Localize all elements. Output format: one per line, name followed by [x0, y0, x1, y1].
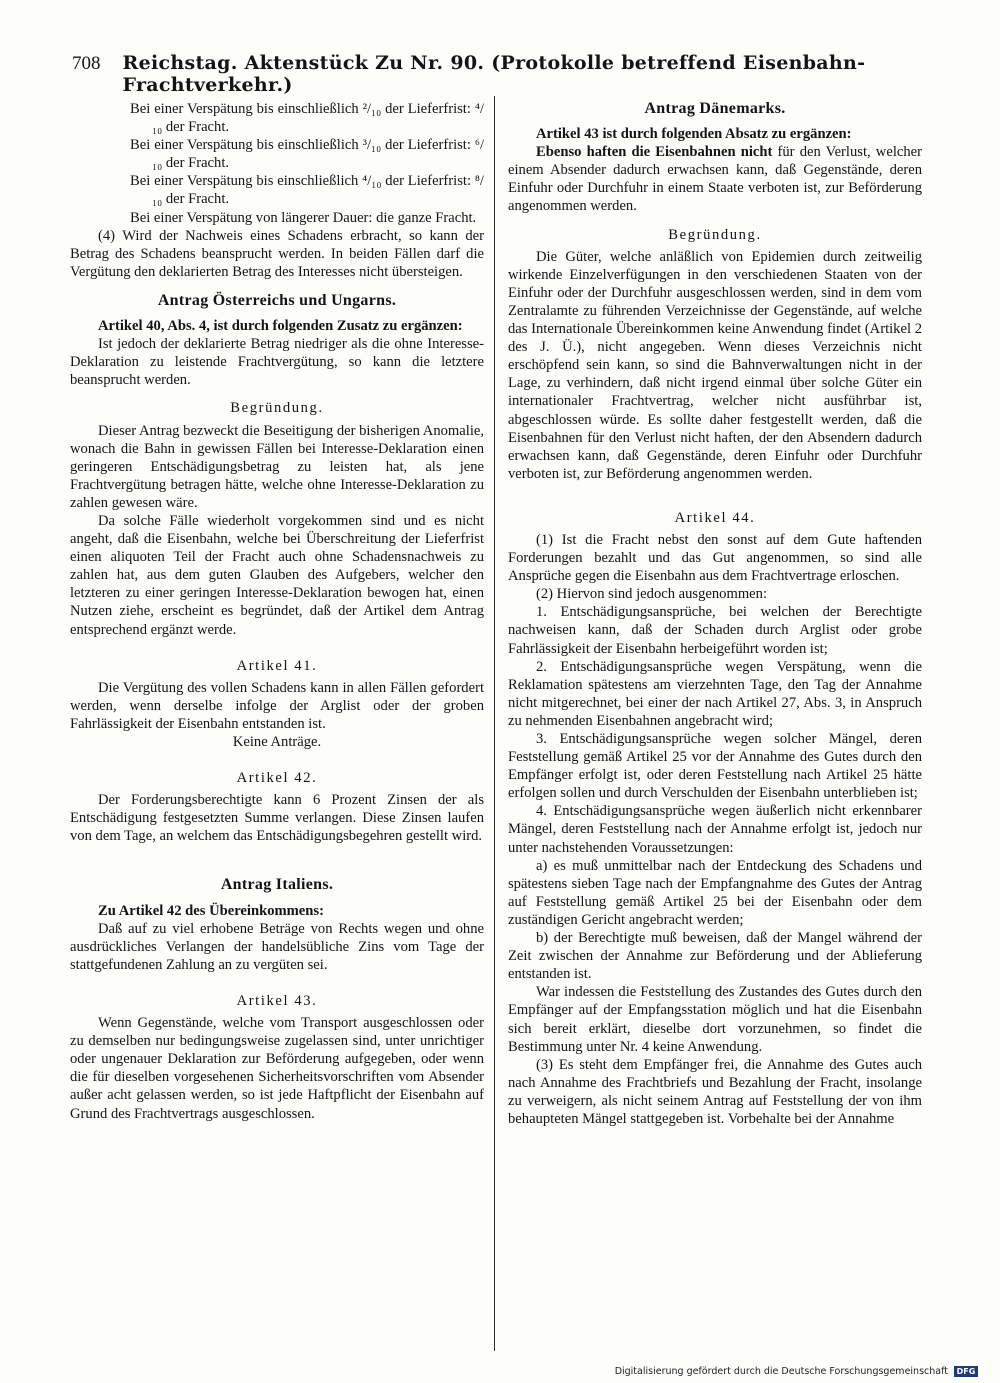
spacer — [70, 845, 484, 865]
heading-artikel-44: Artikel 44. — [674, 509, 756, 526]
exception-1: 1. Entschädigungsansprüche, bei welchen der Berechtigte nachweisen kann, daß der Schaden durch Arglist oder grobe Fahrlässigkeit der Eisenbahn herbeigeführt worden ist; — [508, 604, 922, 657]
delay-rule-3: Bei einer Verspätung bis einschließlich ⁴/₁₀ der Lieferfrist: ⁸/₁₀ der Fracht. — [130, 173, 484, 208]
denmark-amendment-text — [508, 143, 922, 215]
heading-artikel-43: Artikel 43. — [236, 992, 318, 1009]
rationale-paragraph-1: Dieser Antrag bezweckt die Beseitigung der bisherigen Anomalie, wonach die Bahn in gewissen Fällen bei Interesse-Deklaration einen geringeren Entschädigungsbetrag zu leisten hat, als jene Frachtvergütung betragen hätte, welche ohne Interesse-Deklaration zu zahlen gewesen wäre. — [70, 422, 484, 511]
denmark-amendment-instruction: Artikel 43 ist durch folgenden Absatz zu ergänzen: — [536, 126, 852, 143]
denmark-amendment-rest: für den Verlust, welcher einem Absender dadurch erwachsen kann, daß Gegenstände, deren Einfuhr oder Durchfuhr in einem Staate verboten ist, zur Beförderung angenommen werden. — [508, 144, 922, 215]
heading-artikel-41: Artikel 41. — [236, 657, 318, 674]
condition-b: b) der Berechtigte muß beweisen, daß der Mangel während der Zeit zwischen der Annahme zur Beförderung und der Ablieferung entstanden ist. — [508, 930, 922, 983]
right-column — [508, 100, 922, 1128]
amendment-text: Ist jedoch der deklarierte Betrag niedriger als die ohne Interesse-Deklaration zu leistende Frachtvergütung, so kann die letztere beansprucht werden. — [70, 336, 484, 389]
heading-antrag-oesterreich-ungarn: Antrag Österreichs und Ungarns. — [157, 291, 397, 309]
digitization-footer — [615, 1366, 978, 1377]
heading-artikel-42: Artikel 42. — [236, 770, 318, 787]
delay-rule-1: Bei einer Verspätung bis einschließlich ²/₁₀ der Lieferfrist: ⁴/₁₀ der Fracht. — [130, 101, 484, 136]
artikel-44-paragraph-3: (3) Es steht dem Empfänger frei, die Annahme des Gutes auch nach Annahme des Frachtbriefs und Bezahlung der Fracht, insolange zu verweigern, als nicht seinem Antrag auf Feststellung der von ihm behaupteten Mängel stattgegeben ist. Vorbehalte bei der Annahme — [508, 1056, 922, 1127]
heading-antrag-daenemark: Antrag Dänemarks. — [644, 100, 786, 117]
page-number: 708 — [72, 53, 101, 74]
denmark-rationale: Die Güter, welche anläßlich von Epidemien durch zeitweilig wirkende Einzelverfügungen in den verschiedenen Staaten von der Einfuhr oder der Durchfuhr ausgeschlossen werden, sind in dem vom Zentralamte zu führenden Verzeichnisse der Gegenstände, auf welche das Internationale Übereinkommen keine Anwendung findet (Artikel 2 des J. Ü.), nicht angegeben. Wenn dieses Verzeichnis nicht erschöpfend sein kann, so sind die Bahnverwaltungen nicht in der Lage, zu verhindern, daß nicht irgend einmal über solche Güter ein internationaler Frachtvertrag, welcher nicht ausführbar ist, abgeschlossen würde. Es sollte daher festgestellt werden, daß die Eisenbahnen für den Verlust nicht haften, der den Absendern dadurch erwachsen kann, daß Gegenstände, deren Einfuhr oder Durchfuhr verboten ist, zur Beförderung angenommen werden. — [508, 248, 922, 482]
denmark-amendment-lead: Ebenso haften die Eisenbahnen nicht — [536, 144, 773, 161]
left-column — [70, 100, 484, 1123]
paragraph-4: (4) Wird der Nachweis eines Schadens erbracht, so kann der Betrag des Schadens beansprucht werden. In beiden Fällen darf die Vergütung den deklarierten Betrag des Interesses nicht übersteigen. — [70, 227, 484, 280]
exception-note: War indessen die Feststellung des Zustandes des Gutes durch den Empfänger auf der Empfangsstation möglich und hat die Eisenbahn sich bereit erklärt, dieselbe dort vorzunehmen, so findet die Bestimmung unter Nr. 4 keine Anwendung. — [508, 984, 922, 1055]
heading-antrag-italien: Antrag Italiens. — [220, 876, 334, 894]
artikel-44-paragraph-2: (2) Hiervon sind jedoch ausgenommen: — [536, 586, 768, 603]
italy-amendment-text: Daß auf zu viel erhobene Beträge von Rechts wegen und ohne ausdrückliches Verlangen der handelsübliche Zins vom Tage der stattgefundenen Zahlung an zu vergüten sei. — [70, 920, 484, 973]
artikel-42-text: Der Forderungsberechtigte kann 6 Prozent Zinsen der als Entschädigung festgesetzten Summe verlangen. Diese Zinsen laufen von dem Tage, an welchem das Entschädigungsbegehren gestellt wird. — [70, 792, 484, 845]
artikel-44-paragraph-1: (1) Ist die Fracht nebst den sonst auf dem Gute haftenden Forderungen bezahlt und das Gut angenommen, so sind alle Ansprüche gegen die Eisenbahn aus dem Frachtvertrage erloschen. — [508, 531, 922, 585]
artikel-41-text: Die Vergütung des vollen Schadens kann in allen Fällen gefordert werden, wenn derselbe infolge der Arglist oder der groben Fahrlässigkeit der Eisenbahn entstanden ist. — [70, 679, 484, 732]
delay-rule-4: Bei einer Verspätung von längerer Dauer: die ganze Fracht. — [130, 209, 477, 226]
no-motions-note: Keine Anträge. — [232, 734, 322, 750]
exception-2: 2. Entschädigungsansprüche wegen Verspätung, wenn die Reklamation spätestens am vierzehnten Tage, den Tag der Annahme nicht mitgerechnet, bei einer der nach Artikel 27, Abs. 3, in Anspruch zu nehmenden Eisenbahnen angebracht wird; — [508, 658, 922, 729]
italy-amendment-instruction: Zu Artikel 42 des Übereinkommens: — [98, 902, 324, 919]
page-header — [72, 52, 940, 96]
exception-4: 4. Entschädigungsansprüche wegen äußerlich nicht erkennbarer Mängel, deren Feststellung nach der Annahme erfolgt ist, jedoch nur unter nachstehenden Voraussetzungen: — [508, 803, 922, 856]
column-divider — [494, 96, 495, 1351]
heading-begruendung-daenemark: Begründung. — [668, 226, 762, 243]
heading-begruendung: Begründung. — [230, 400, 324, 417]
footer-text: Digitalisierung gefördert durch die Deutsche Forschungsgemeinschaft — [614, 1366, 948, 1377]
amendment-instruction: Artikel 40, Abs. 4, ist durch folgenden Zusatz zu ergänzen: — [98, 318, 463, 335]
exception-3: 3. Entschädigungsansprüche wegen solcher Mängel, deren Feststellung gemäß Artikel 25 vor der Annahme des Gutes durch den Empfänger erfolgt ist, oder deren Feststellung nach Artikel 25 hätte erfolgen sollen und durch Verschulden der Eisenbahn unterblieben ist; — [508, 731, 922, 802]
condition-a: a) es muß unmittelbar nach der Entdeckung des Schadens und spätestens sieben Tage nach der Empfangnahme des Gutes der Antrag auf Feststellung gemäß Artikel 25 bei der Eisenbahn oder dem zuständigen Gericht angebracht werden; — [508, 857, 922, 928]
delay-rule-2: Bei einer Verspätung bis einschließlich ³/₁₀ der Lieferfrist: ⁶/₁₀ der Fracht. — [130, 137, 484, 172]
artikel-43-text: Wenn Gegenstände, welche vom Transport ausgeschlossen oder zu demselben nur bedingungsweise zugelassen sind, unter unrichtiger oder ungenauer Deklaration zur Beförderung aufgegeben, oder wenn die für dieselben vorgesehenen Sicherheitsvorschriften vom Absender außer acht gelassen werden, so ist jede Haftpflicht der Eisenbahn auf Grund des Frachtvertrags ausgeschlossen. — [70, 1015, 484, 1122]
dfg-logo-icon: DFG — [954, 1366, 978, 1377]
running-title: Reichstag. Aktenstück Zu Nr. 90. (Protokolle betreffend Eisenbahn-Frachtverkehr.) — [122, 52, 866, 96]
rationale-paragraph-2: Da solche Fälle wiederholt vorgekommen sind und es nicht angeht, daß die Eisenbahn, welche bei Überschreitung der Lieferfrist einen aliquoten Teil der Fracht auch ohne Schadensnachweis zu zahlen hat, aus dem guten Glauben des Aufgebers, welcher den letzteren zu einer geringen Interesse-Deklaration bewogen hat, einen Nutzen ziehe, erscheint es begründet, daß der Artikel dem Antrag entsprechend ergänzt werde. — [70, 512, 484, 638]
